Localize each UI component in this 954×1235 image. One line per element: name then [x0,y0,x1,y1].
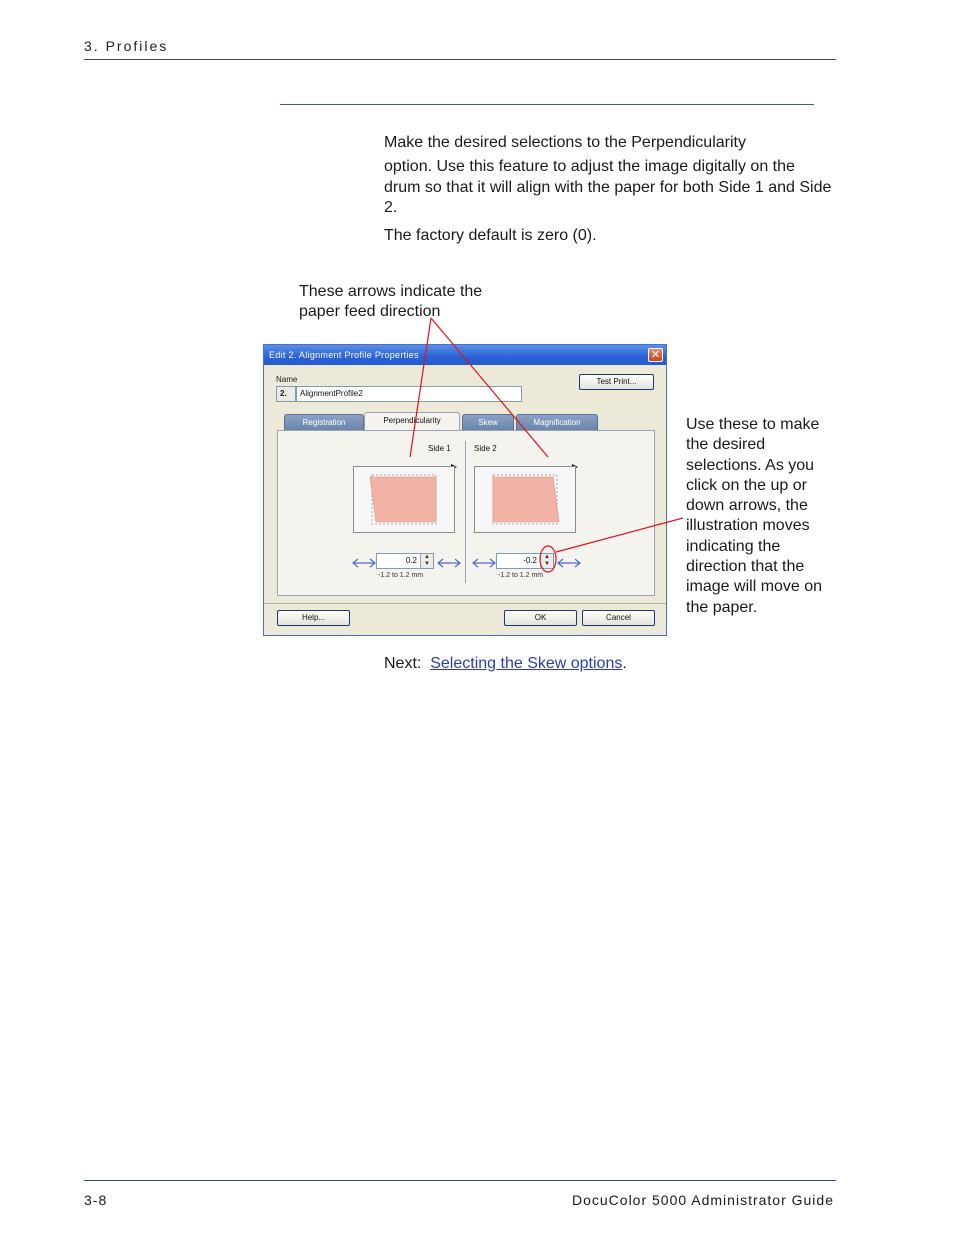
running-header: 3. Profiles [84,38,169,54]
arrow-leader-side-2 [431,318,548,457]
side-2-value: -0.2 [523,556,537,565]
next-suffix: . [622,655,627,672]
tab-perpendicularity[interactable]: Perpendicularity [364,412,460,430]
guide-title: DocuColor 5000 Administrator Guide [571,1192,834,1208]
test-print-button[interactable]: Test Print... [579,374,654,390]
spinners-callout: Use these to make the desired selections. As you click on the up or down arrows, the illustration moves indicating the direction that the image will move on the paper. [686,416,823,616]
profile-name-input[interactable]: AlignmentProfile2 [296,386,522,402]
default-paragraph: The factory default is zero (0). [384,227,597,244]
side-2-label: Side 2 [474,444,497,453]
spinner-leader [556,518,683,552]
cancel-button[interactable]: Cancel [582,610,655,626]
side-2-range: -1.2 to 1.2 mm [498,572,544,579]
side-2-spin-buttons[interactable]: ▲ ▼ [540,554,553,568]
dialog-titlebar: Edit 2. Alignment Profile Properties [264,345,666,365]
skew-options-link[interactable]: Selecting the Skew options [430,655,623,672]
arrows-callout: These arrows indicate the paper feed direction [299,283,483,321]
spinner-highlight-circle [540,546,556,572]
tab-skew[interactable]: Skew [462,414,514,430]
intro-paragraph: option. Use this feature to adjust the image digitally on the drum so that it will align with the paper for both Side 1 and Side 2. [384,158,832,216]
name-label: Name [276,375,298,384]
tab-magnification[interactable]: Magnification [516,414,598,430]
side-1-value: 0.2 [405,556,417,565]
ok-button[interactable]: OK [504,610,577,626]
arrow-leader-side-1 [410,318,431,457]
profile-number: 2. [276,386,296,402]
intro-line: Make the desired selections to the Perpendicularity [384,134,746,151]
side-1-spin-buttons[interactable]: ▲ ▼ [420,554,433,568]
side-1-label: Side 1 [428,444,451,453]
close-icon[interactable]: ✕ [648,348,663,362]
next-prefix: Next: [384,655,422,672]
next-line [384,654,627,675]
page-number: 3-8 [84,1192,108,1208]
help-button[interactable]: Help... [277,610,350,626]
side-1-range: -1.2 to 1.2 mm [378,572,424,579]
footer-rule [84,1180,836,1181]
tab-registration[interactable]: Registration [284,414,364,430]
